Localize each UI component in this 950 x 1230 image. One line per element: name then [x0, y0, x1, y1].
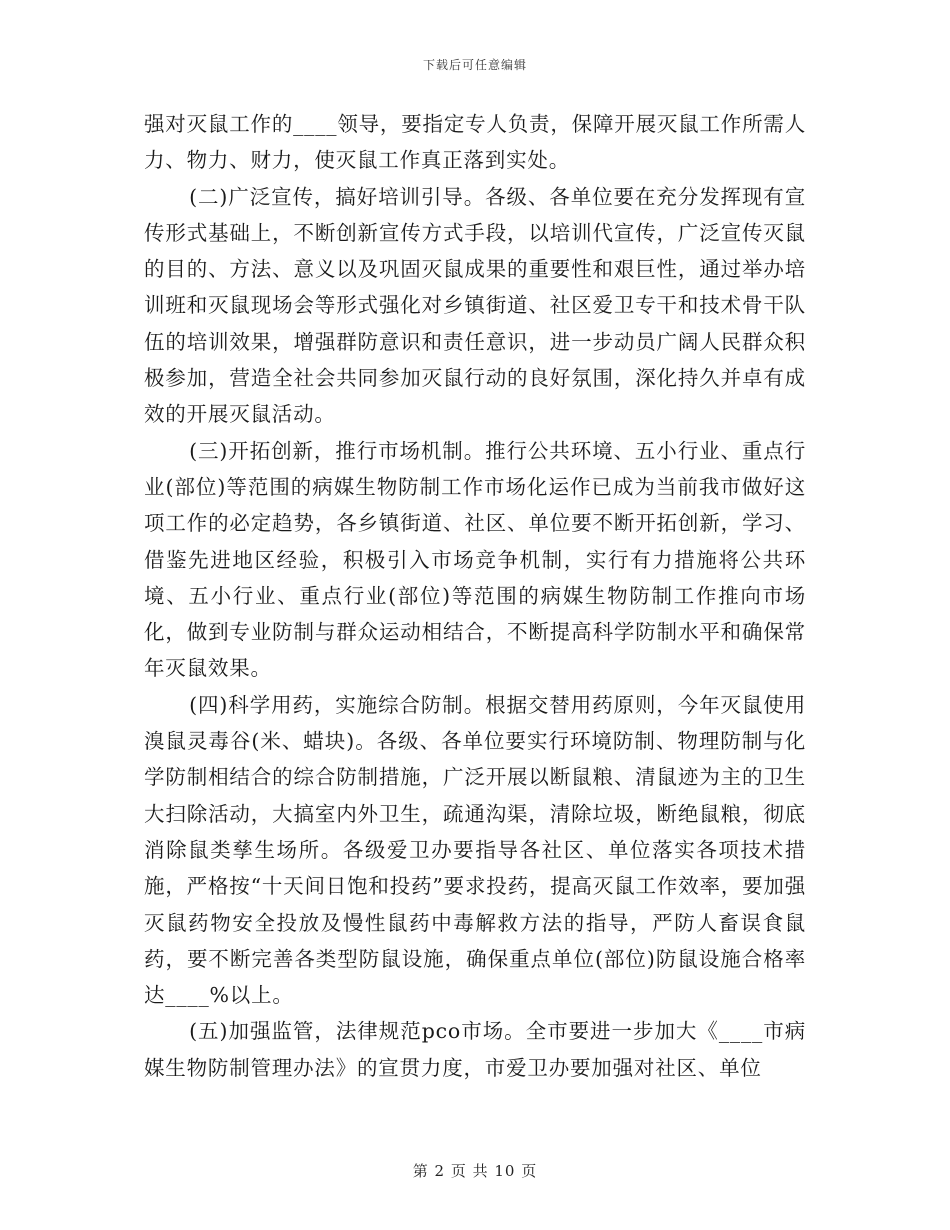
paragraph-section-3: (三)开拓创新，推行市场机制。推行公共环境、五小行业、重点行业(部位)等范围的病媒生物防制工作市场化运作已成为当前我市做好这项工作的必定趋势，各乡镇街道、社区、单位要不断开拓创新，学习、借鉴先进地区经验，积极引入市场竞争机制，实行有力措施将公共环境、五小行业、重点行业(部位)等范围的病媒生物防制工作推向市场化，做到专业防制与群众运动相结合，不断提高科学防制水平和确保常年灭鼠效果。 — [144, 438, 806, 681]
document-body — [144, 106, 806, 1086]
page-number-footer: 第 2 页 共 10 页 — [412, 1162, 538, 1180]
paragraph-section-5: (五)加强监管，法律规范pco市场。全市要进一步加大《____市病媒生物防制管理办法》的宣贯力度，市爱卫办要加强对社区、单位 — [144, 1019, 806, 1080]
paragraph-section-2: (二)广泛宣传，搞好培训引导。各级、各单位要在充分发挥现有宣传形式基础上，不断创新宣传方式手段，以培训代宣传，广泛宣传灭鼠的目的、方法、意义以及巩固灭鼠成果的重要性和艰巨性，通过举办培训班和灭鼠现场会等形式强化对乡镇街道、社区爱卫专干和技术骨干队伍的培训效果，增强群防意识和责任意识，进一步动员广阔人民群众积极参加，营造全社会共同参加灭鼠行动的良好氛围，深化持久并卓有成效的开展灭鼠活动。 — [144, 184, 806, 427]
paragraph-continuation: 强对灭鼠工作的____领导，要指定专人负责，保障开展灭鼠工作所需人力、物力、财力，使灭鼠工作真正落到实处。 — [144, 112, 806, 173]
page-header: 下载后可任意编辑 — [422, 58, 527, 72]
paragraph-section-4: (四)科学用药，实施综合防制。根据交替用药原则，今年灭鼠使用溴鼠灵毒谷(米、蜡块)。各级、各单位要实行环境防制、物理防制与化学防制相结合的综合防制措施，广泛开展以断鼠粮、清鼠迹为主的卫生大扫除活动，大搞室内外卫生，疏通沟渠，清除垃圾，断绝鼠粮，彻底消除鼠类孳生场所。各级爱卫办要指导各社区、单位落实各项技术措施，严格按“十天间日饱和投药”要求投药，提高灭鼠工作效率，要加强灭鼠药物安全投放及慢性鼠药中毒解救方法的指导，严防人畜误食鼠药，要不断完善各类型防鼠设施，确保重点单位(部位)防鼠设施合格率达____%以上。 — [144, 692, 806, 1008]
